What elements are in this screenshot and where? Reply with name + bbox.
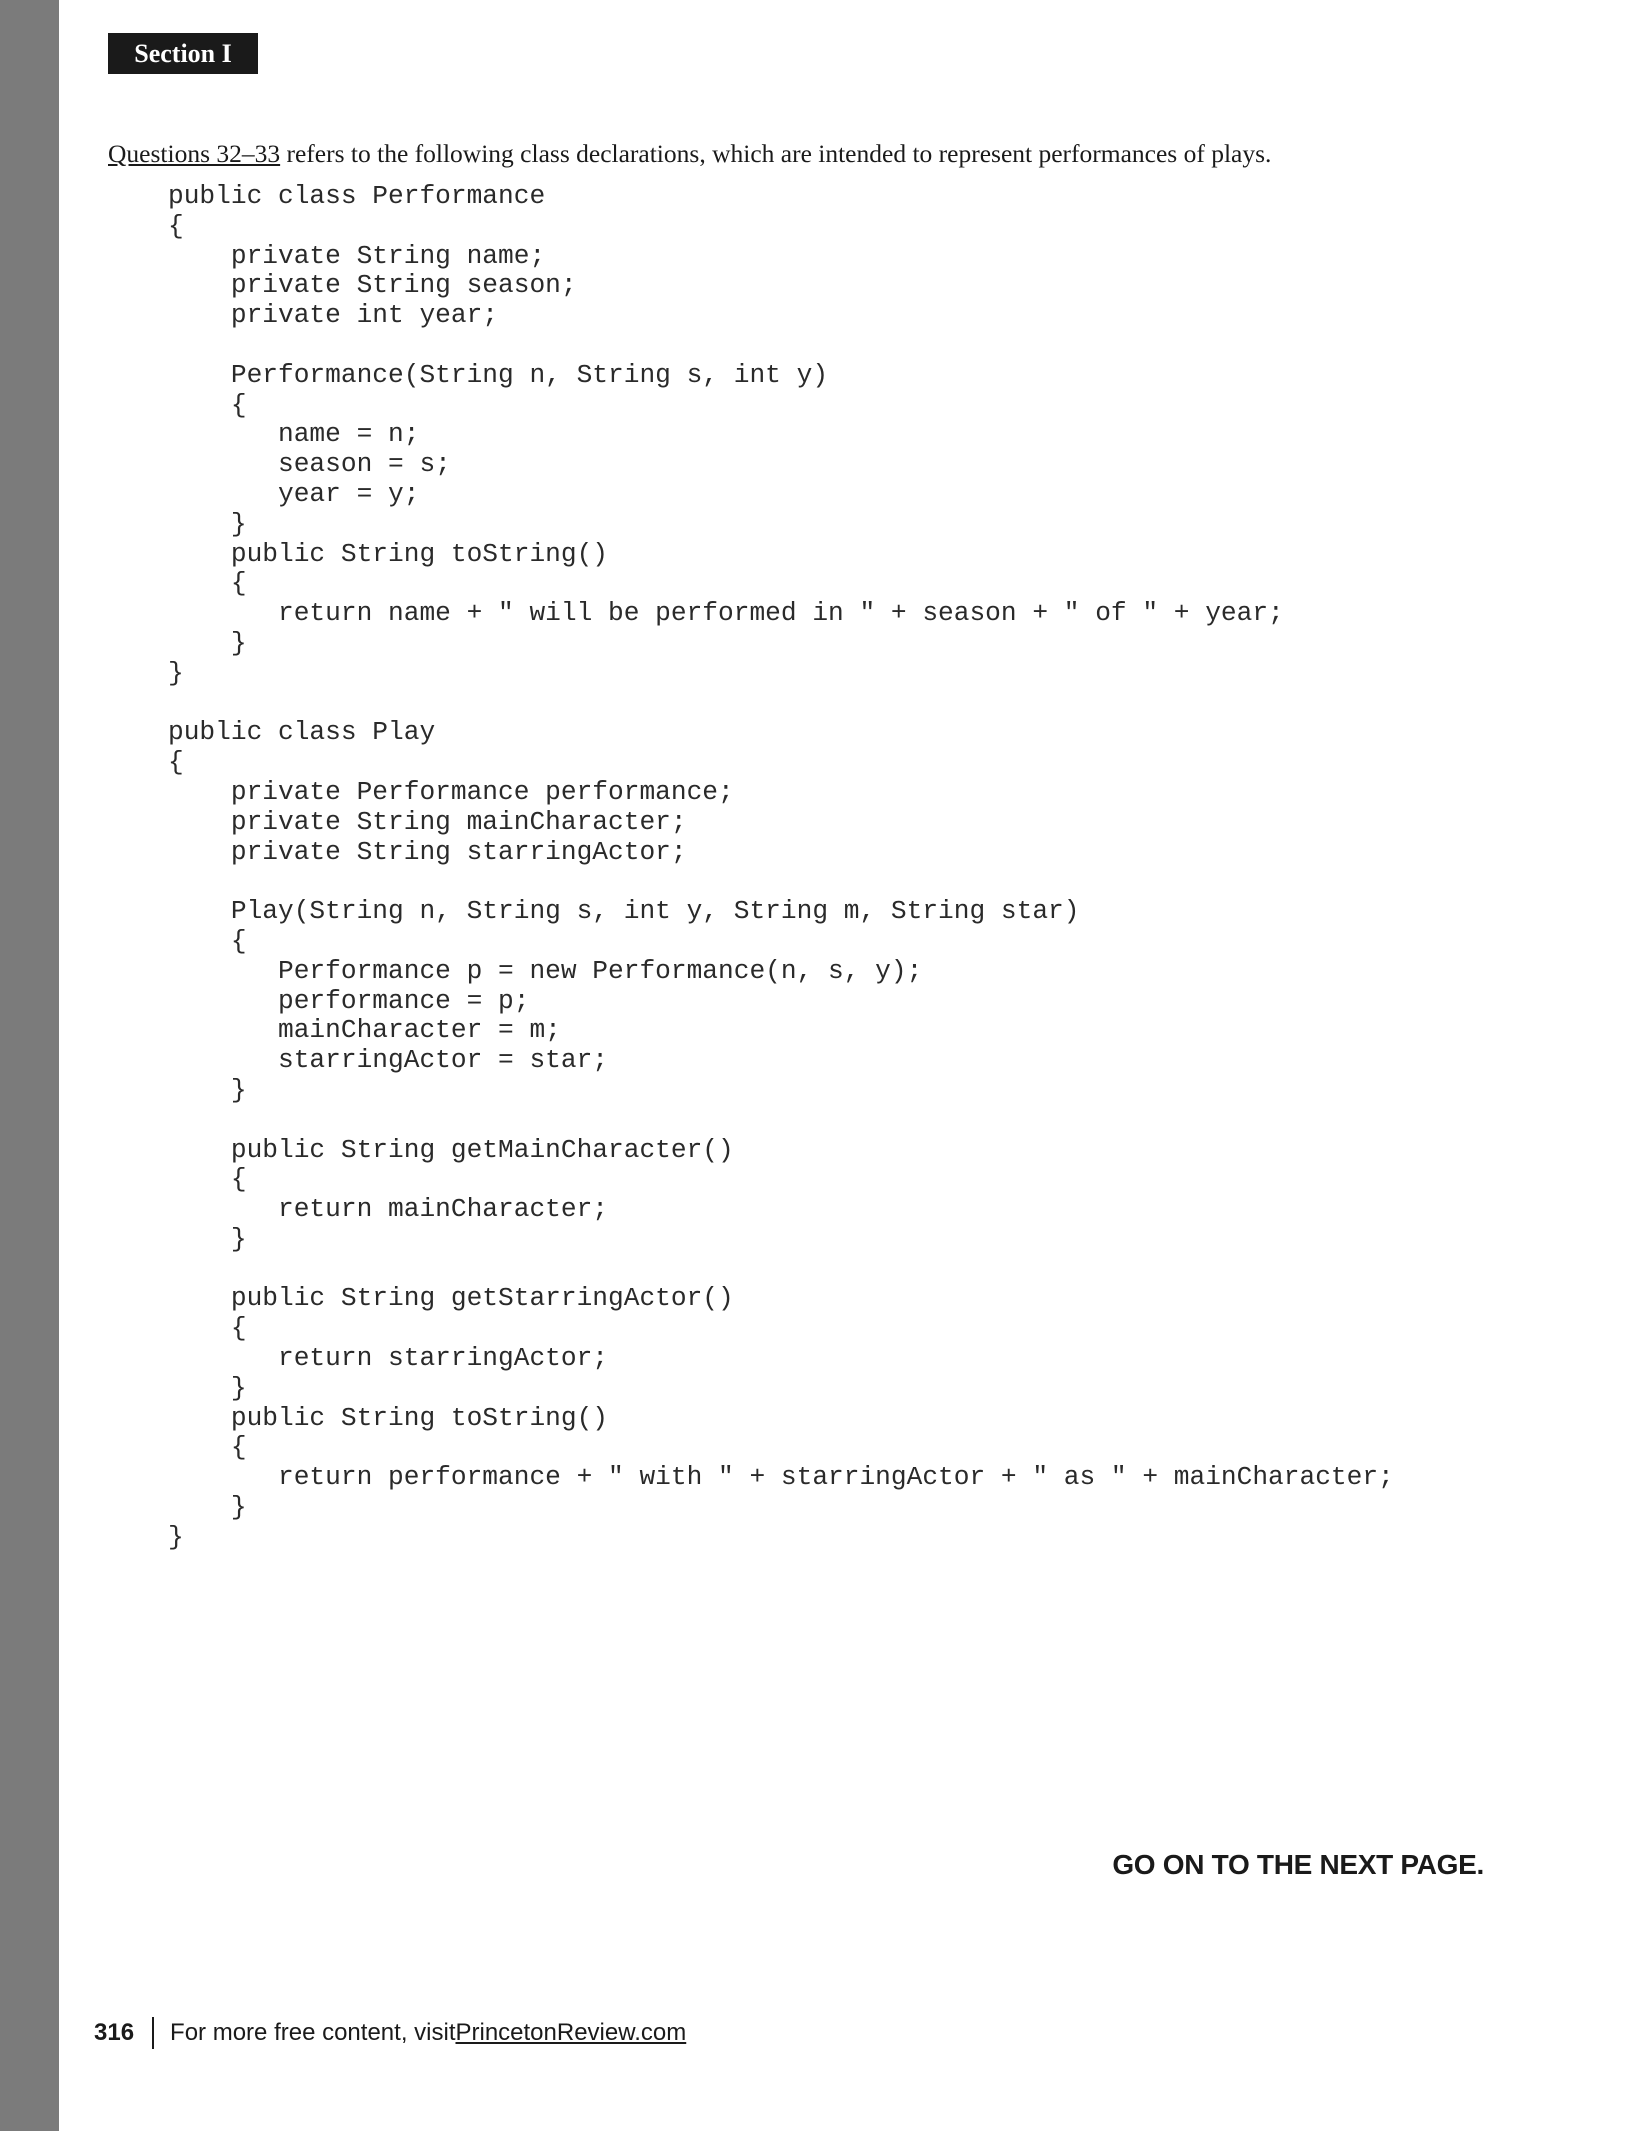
go-on-next-page: GO ON TO THE NEXT PAGE. <box>1112 1849 1484 1880</box>
footer-link[interactable]: PrincetonReview.com <box>455 2019 687 2046</box>
code-line: } <box>168 657 184 688</box>
code-line: public String getMainCharacter() <box>168 1134 734 1165</box>
code-line: Play(String n, String s, int y, String m, String star) <box>168 896 1080 927</box>
code-line: { <box>168 925 247 956</box>
code-line: } <box>168 1223 247 1254</box>
code-line: return starringActor; <box>168 1343 609 1374</box>
footer-divider <box>152 2017 154 2049</box>
page-number: 316 <box>94 2019 135 2046</box>
code-line: return performance + " with " + starringActor + " as " + mainCharacter; <box>168 1462 1394 1493</box>
code-line: { <box>168 1164 247 1195</box>
code-line: private int year; <box>168 300 499 331</box>
code-line: name = n; <box>168 419 420 450</box>
code-line: { <box>168 747 184 778</box>
code-line: public class Performance <box>168 181 546 211</box>
code-line: starringActor = star; <box>168 1045 609 1076</box>
code-line: Performance(String n, String s, int y) <box>168 359 829 390</box>
code-line: public String getStarringActor() <box>168 1283 734 1314</box>
footer-text: For more free content, visit <box>170 2019 456 2046</box>
code-line: private String mainCharacter; <box>168 806 687 837</box>
code-line: } <box>168 627 247 658</box>
code-line: private String name; <box>168 240 546 271</box>
code-line: performance = p; <box>168 985 530 1016</box>
question-intro <box>108 136 1588 172</box>
code-line: return name + " will be performed in " + season + " of " + year; <box>168 598 1284 629</box>
code-line: { <box>168 1432 247 1463</box>
code-line: public String toString() <box>168 538 609 569</box>
code-line: public class Play <box>168 717 436 748</box>
code-line: private String starringActor; <box>168 836 687 867</box>
code-line: } <box>168 508 247 539</box>
code-listing <box>168 182 1394 1553</box>
question-intro-text: refers to the following class declarations, which are intended to represent performances of plays. <box>280 139 1272 168</box>
code-line: mainCharacter = m; <box>168 1015 561 1046</box>
code-line: { <box>168 389 247 420</box>
code-line: { <box>168 1313 247 1344</box>
code-line: { <box>168 210 184 241</box>
page-footer <box>94 2016 686 2050</box>
code-line: } <box>168 1074 247 1105</box>
code-line: } <box>168 1492 247 1523</box>
code-line: return mainCharacter; <box>168 1194 609 1225</box>
section-tag: Section I <box>108 33 258 74</box>
code-line: private Performance performance; <box>168 776 734 807</box>
code-line: } <box>168 1372 247 1403</box>
code-line: private String season; <box>168 270 577 301</box>
side-bar <box>0 0 59 2131</box>
question-reference: Questions 32–33 <box>108 139 281 168</box>
code-line: } <box>168 1521 184 1552</box>
code-line: Performance p = new Performance(n, s, y); <box>168 955 923 986</box>
code-line: public String toString() <box>168 1402 609 1433</box>
code-line: season = s; <box>168 449 451 480</box>
code-line: { <box>168 568 247 599</box>
code-line: year = y; <box>168 478 420 509</box>
